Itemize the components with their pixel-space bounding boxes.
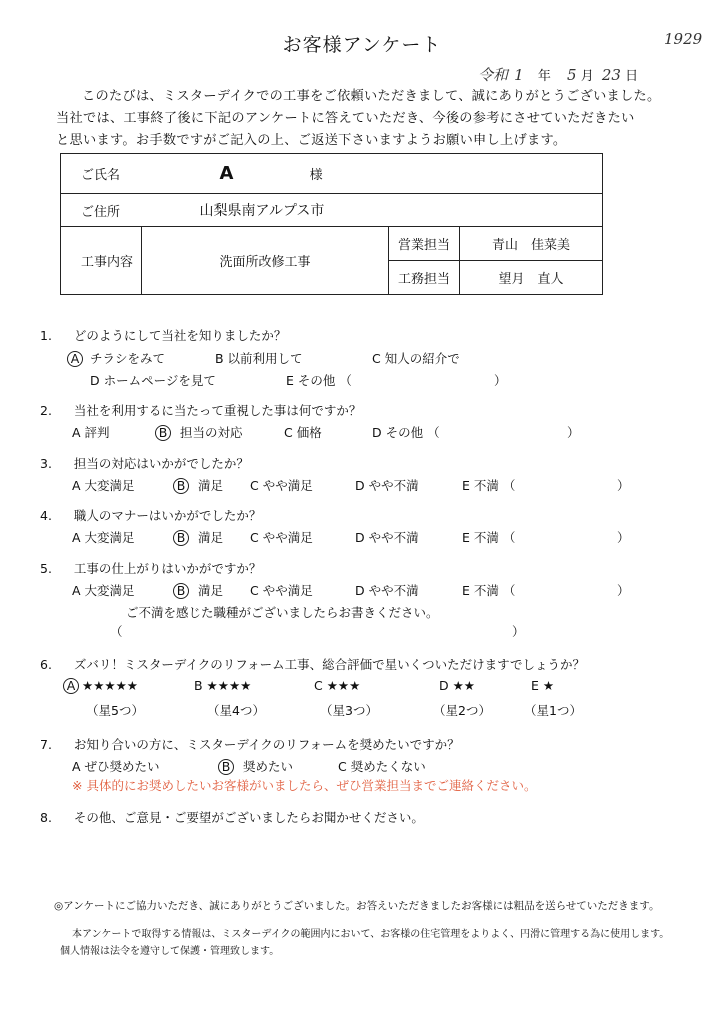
q3-option-a[interactable]: A 大変満足 — [72, 478, 135, 493]
date-day-unit: 日 — [625, 69, 639, 84]
q6-option-c[interactable]: C ★★★ — [314, 678, 361, 693]
q6-option-b[interactable]: B ★★★★ — [194, 678, 252, 693]
question-4 — [40, 506, 261, 524]
selected-circle: A — [63, 678, 79, 694]
option-label: 満足 — [197, 478, 223, 493]
sales-value: 青山 佳菜美 — [460, 227, 603, 261]
privacy-line: 個人情報は法令を遵守して保護・管理致します。 — [60, 946, 280, 957]
question-text: どのようにして当社を知りましたか？ — [73, 328, 287, 343]
q5-option-b[interactable] — [176, 581, 223, 599]
address-cell — [142, 194, 603, 227]
q4-other-close: ） — [617, 530, 630, 545]
name-value: A — [219, 163, 234, 184]
q1-option-b[interactable]: B 以前利用して — [215, 351, 303, 366]
address-label: ご住所 — [61, 194, 142, 227]
q6-label-b: （星4つ） — [207, 703, 265, 718]
option-label: 満足 — [197, 583, 223, 598]
q6-label-d: （星2つ） — [433, 703, 491, 718]
option-label: チラシをみて — [89, 351, 165, 366]
q6-option-d[interactable]: D ★★ — [439, 678, 476, 693]
q5-sub-text: ご不満を感じた職種がございましたらお書きください。 — [126, 605, 439, 620]
question-1 — [40, 326, 286, 344]
date-year-unit: 年 — [537, 69, 551, 84]
construction-label: 工務担当 — [389, 261, 460, 295]
q1-other-close: ） — [494, 373, 507, 388]
q4-option-a[interactable]: A 大変満足 — [72, 530, 135, 545]
q6-option-a[interactable] — [66, 678, 138, 694]
q6-label-e: （星1つ） — [524, 703, 582, 718]
q6-label-a: （星5つ） — [86, 703, 144, 718]
question-number: 2. — [40, 403, 52, 418]
q5-other-close: ） — [617, 583, 630, 598]
q3-option-e[interactable]: E 不満 （ — [462, 478, 516, 493]
question-text: ズバリ！ミスターデイクのリフォーム工事、総合評価で星いくついただけますでしょうか？ — [73, 657, 586, 672]
date-day: 23 — [601, 66, 621, 84]
question-2 — [40, 401, 361, 419]
selected-circle: A — [67, 351, 83, 367]
q2-option-c[interactable]: C 価格 — [284, 425, 322, 440]
option-label: 満足 — [197, 530, 223, 545]
question-number: 4. — [40, 508, 52, 523]
q7-note: ※ 具体的にお奨めしたいお客様がいましたら、ぜひ営業担当までご連絡ください。 — [72, 778, 537, 793]
stamp-number: 1929 — [664, 30, 703, 48]
selected-circle: B — [173, 478, 189, 494]
intro-line: このたびは、ミスターデイクでの工事をご依頼いただきまして、誠にありがとうございました。 — [82, 89, 661, 104]
name-suffix: 様 — [309, 168, 323, 183]
question-5 — [40, 559, 261, 577]
question-text: 職人のマナーはいかがでしたか？ — [73, 508, 262, 523]
privacy-line: 本アンケートで取得する情報は、ミスターデイクの範囲内において、お客様の住宅管理をよりよく、円滑に管理する為に使用します。 — [72, 929, 670, 940]
q7-option-c[interactable]: C 奨めたくない — [338, 759, 426, 774]
date-era: 令和 — [478, 66, 509, 84]
q4-option-c[interactable]: C やや満足 — [250, 530, 313, 545]
q7-option-b[interactable] — [221, 757, 293, 775]
q2-option-b[interactable] — [158, 423, 243, 441]
construction-value: 望月 直人 — [460, 261, 603, 295]
option-label: 奨めたい — [242, 759, 293, 774]
question-8 — [40, 808, 424, 826]
selected-circle: B — [173, 583, 189, 599]
question-number: 3. — [40, 456, 52, 471]
q5-option-e[interactable]: E 不満 （ — [462, 583, 516, 598]
name-label: ご氏名 — [61, 154, 142, 194]
question-text: 当社を利用するに当たって重視した事は何ですか？ — [73, 403, 362, 418]
q3-option-b[interactable] — [176, 476, 223, 494]
page-title: お客様アンケート — [282, 34, 442, 56]
intro-line: 当社では、工事終了後に下記のアンケートに答えていただき、今後の参考にさせていただきたい — [56, 111, 635, 126]
q4-option-b[interactable] — [176, 528, 223, 546]
date-year: 1 — [514, 66, 524, 84]
customer-info-table — [60, 153, 603, 295]
question-number: 1. — [40, 328, 52, 343]
q6-label-c: （星3つ） — [320, 703, 378, 718]
q1-option-a[interactable] — [70, 349, 165, 367]
intro-line: と思います。お手数ですがご記入の上、ご返送下さいますようお願い申し上げます。 — [56, 133, 567, 148]
address-value: 山梨県南アルプス市 — [199, 203, 325, 219]
star-rating: ★★★★★ — [81, 678, 139, 693]
question-number: 7. — [40, 737, 52, 752]
question-number: 5. — [40, 561, 52, 576]
question-text: 担当の対応はいかがでしたか？ — [73, 456, 249, 471]
selected-circle: B — [218, 759, 234, 775]
question-6 — [40, 655, 585, 673]
q2-option-d[interactable]: D その他 （ — [372, 425, 440, 440]
q5-sub-close: ） — [512, 624, 525, 639]
intro-text — [56, 86, 661, 152]
q5-sub-open: （ — [110, 624, 123, 639]
q6-option-e[interactable]: E ★ — [531, 678, 555, 693]
date-month: 5 — [567, 66, 577, 84]
q2-other-close: ） — [567, 425, 580, 440]
footer-thanks: ◎アンケートにご協力いただき、誠にありがとうございました。お答えいただきましたお客様には粗品を送らせていただきます。 — [54, 900, 660, 912]
option-label: 担当の対応 — [179, 425, 243, 440]
question-number: 6. — [40, 657, 52, 672]
q3-option-c[interactable]: C やや満足 — [250, 478, 313, 493]
q5-option-a[interactable]: A 大変満足 — [72, 583, 135, 598]
q7-option-a[interactable]: A ぜひ奨めたい — [72, 759, 160, 774]
footer-privacy — [60, 926, 670, 960]
q5-option-d[interactable]: D やや不満 — [355, 583, 419, 598]
q5-option-c[interactable]: C やや満足 — [250, 583, 313, 598]
question-text: その他、ご意見・ご要望がございましたらお聞かせください。 — [73, 810, 424, 825]
selected-circle: B — [155, 425, 171, 441]
question-text: お知り合いの方に、ミスターデイクのリフォームを奨めたいですか？ — [73, 737, 460, 752]
survey-date — [478, 64, 638, 85]
selected-circle: B — [173, 530, 189, 546]
q3-option-d[interactable]: D やや不満 — [355, 478, 419, 493]
q1-option-d[interactable]: D ホームページを見て — [90, 373, 216, 388]
question-7 — [40, 735, 460, 753]
name-cell — [142, 154, 603, 194]
q2-option-a[interactable]: A 評判 — [72, 425, 110, 440]
q3-other-close: ） — [617, 478, 630, 493]
q1-option-c[interactable]: C 知人の紹介で — [372, 351, 460, 366]
question-text: 工事の仕上がりはいかがですか？ — [73, 561, 262, 576]
q1-option-e[interactable]: E その他 （ — [286, 373, 352, 388]
q4-option-d[interactable]: D やや不満 — [355, 530, 419, 545]
question-3 — [40, 454, 249, 472]
work-value: 洗面所改修工事 — [142, 227, 389, 295]
sales-label: 営業担当 — [389, 227, 460, 261]
work-label: 工事内容 — [61, 227, 142, 295]
q4-option-e[interactable]: E 不満 （ — [462, 530, 516, 545]
date-month-unit: 月 — [580, 69, 594, 84]
question-number: 8. — [40, 810, 52, 825]
